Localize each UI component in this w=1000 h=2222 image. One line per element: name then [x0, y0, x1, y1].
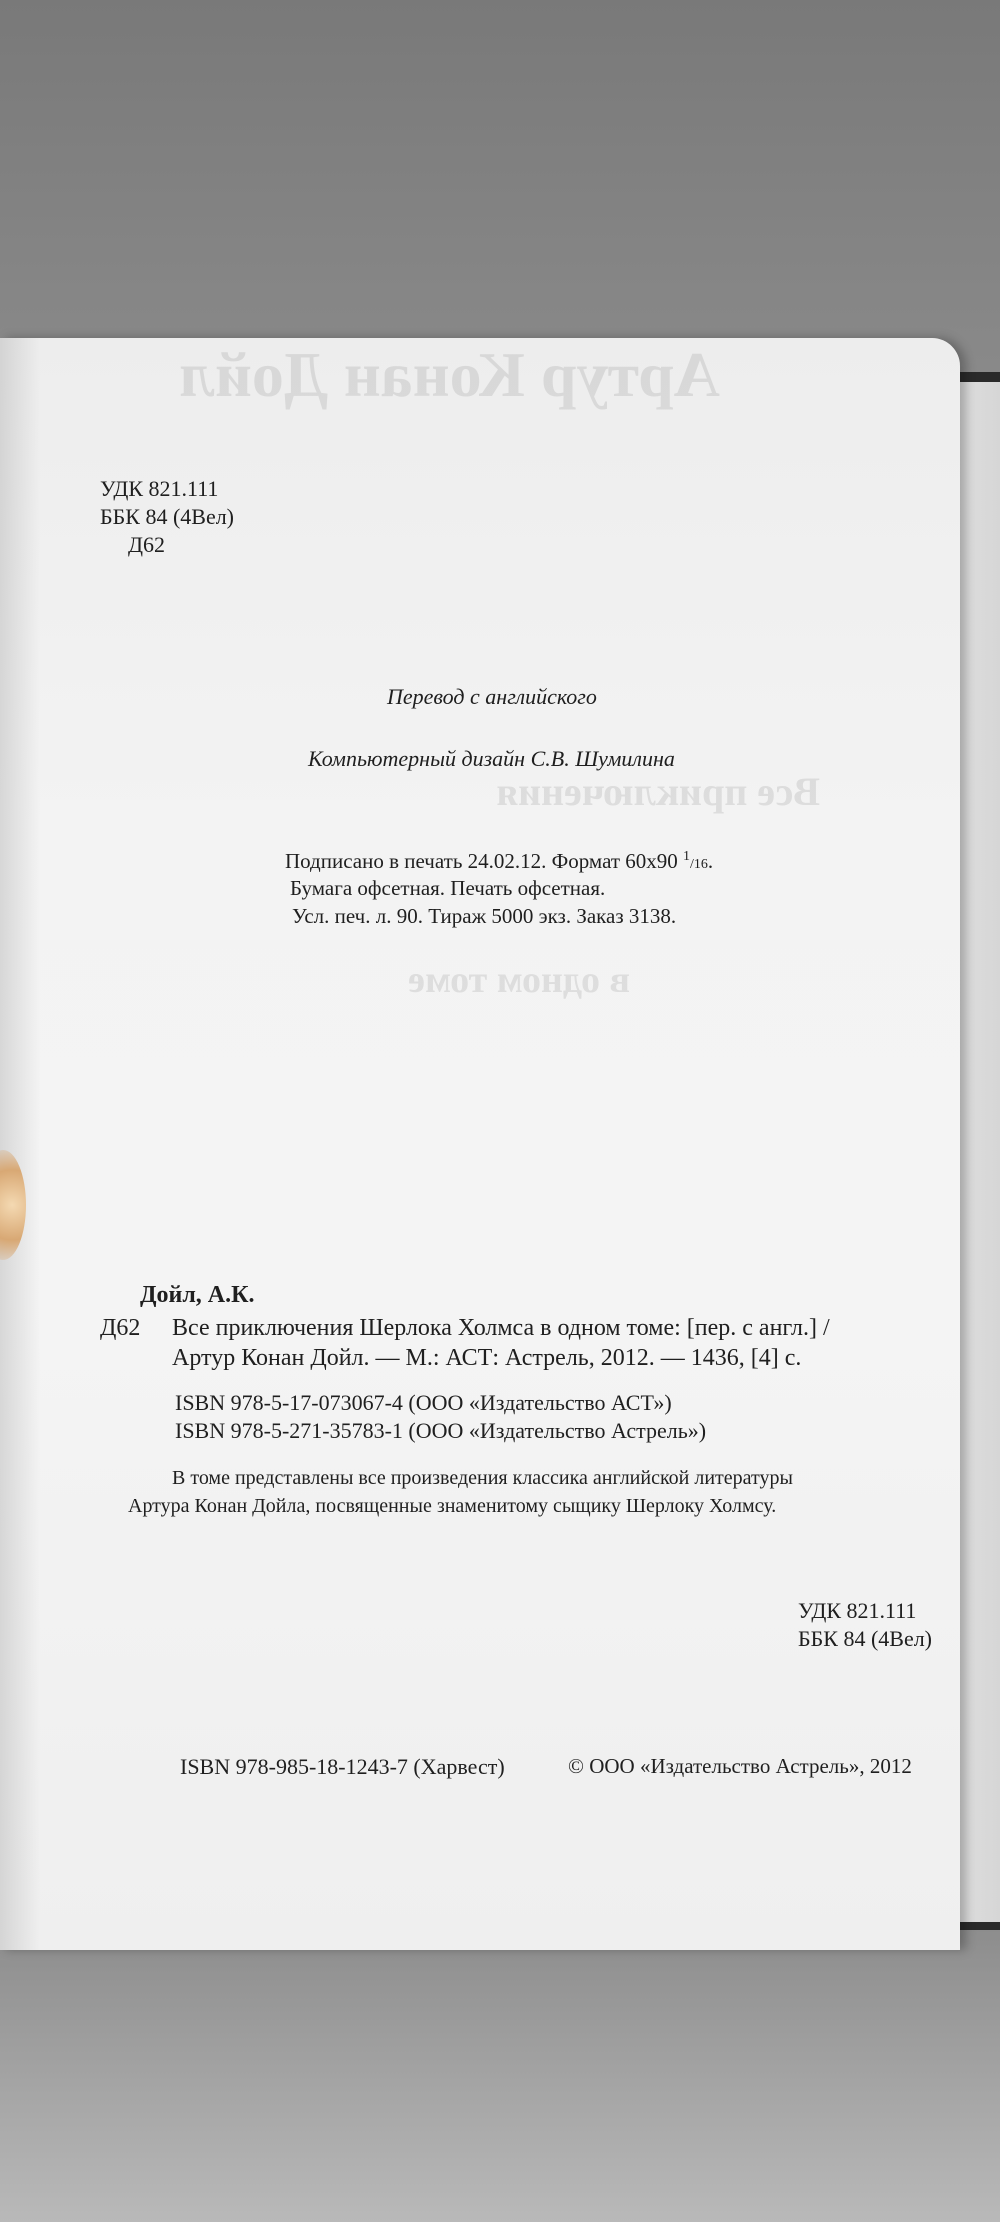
- catalog-isbn-astrel: ISBN 978-5-271-35783-1 (ООО «Издательство Астрель»): [175, 1418, 707, 1443]
- ghost-line1: Все приключения: [496, 769, 820, 814]
- catalog-author: Дойл, А.К.: [140, 1282, 255, 1308]
- ghost-line2: в одном томе: [408, 959, 630, 1001]
- book-page: [0, 338, 960, 1950]
- background-top: [0, 0, 1000, 390]
- print-info-line1: Подписано в печать 24.02.12. Формат 60х90 $^1$/16.: [285, 849, 714, 873]
- udk-top: УДК 821.111: [100, 476, 219, 501]
- design-credit: Компьютерный дизайн С.В. Шумилина: [308, 746, 675, 771]
- ghost-author: Артур Конан Дойл: [179, 339, 720, 410]
- print-info-line1-text: Подписано в печать 24.02.12. Формат 60х90: [285, 849, 678, 873]
- code-top: Д62: [128, 532, 166, 557]
- catalog-title-line2: Артур Конан Дойл. — М.: АСТ: Астрель, 2012. — 1436, [4] с.: [172, 1345, 802, 1371]
- format-fraction-denominator: /16: [690, 857, 708, 872]
- bbk-bottom: ББК 84 (4Вел): [798, 1626, 933, 1651]
- print-info-line2: Бумага офсетная. Печать офсетная.: [290, 876, 606, 900]
- bbk-top: ББК 84 (4Вел): [100, 504, 235, 529]
- background-bottom: [0, 1930, 1000, 2222]
- footer-copyright: © ООО «Издательство Астрель», 2012: [568, 1754, 912, 1778]
- udk-bottom: УДК 821.111: [798, 1598, 917, 1623]
- translation-credit: Перевод с английского: [387, 684, 597, 709]
- catalog-title-line1: Все приключения Шерлока Холмса в одном томе: [пер. с англ.] /: [172, 1315, 830, 1341]
- catalog-annotation-line1: В томе представлены все произведения классика английской литературы: [172, 1467, 793, 1489]
- catalog-annotation-line2: Артура Конан Дойла, посвященные знаменитому сыщику Шерлоку Холмсу.: [128, 1495, 777, 1517]
- footer-isbn-harvest: ISBN 978-985-18-1243-7 (Харвест): [180, 1754, 505, 1779]
- format-fraction-numerator: 1: [683, 849, 691, 864]
- catalog-isbn-ast: ISBN 978-5-17-073067-4 (ООО «Издательство АСТ»): [175, 1390, 672, 1415]
- print-info-line3: Усл. печ. л. 90. Тираж 5000 экз. Заказ 3138.: [292, 904, 677, 928]
- catalog-code: Д62: [100, 1315, 141, 1341]
